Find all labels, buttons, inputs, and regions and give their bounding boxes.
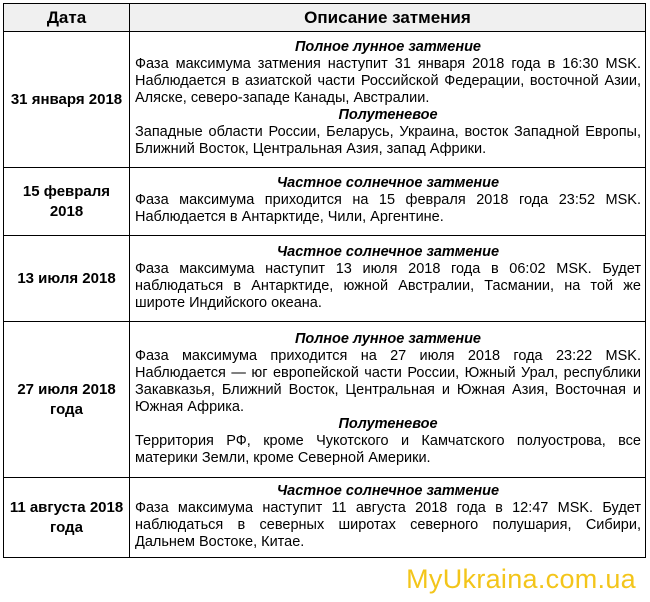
eclipse-details: Западные области России, Беларусь, Украина, восток Западной Европы, Ближний Восток, Центральная Азия, запад Африки. [135, 124, 641, 157]
table-row [4, 236, 646, 322]
table-header-row [4, 4, 646, 32]
eclipse-description [130, 322, 646, 478]
eclipse-description [130, 236, 646, 322]
eclipse-description [130, 32, 646, 168]
table-row [4, 478, 646, 558]
eclipse-details: Территория РФ, кроме Чукотского и Камчатского полуострова, все материки Земли, кроме Северной Америки. [135, 432, 641, 466]
table-row [4, 322, 646, 478]
eclipse-type: Частное солнечное затмение [276, 175, 500, 191]
eclipse-type: Полутеневое [338, 415, 438, 432]
table-row [4, 32, 646, 168]
eclipse-type: Полное лунное затмение [294, 330, 481, 347]
header-date: Дата [4, 4, 130, 32]
eclipse-date: 27 июля 2018 года [4, 322, 130, 478]
eclipse-type: Полутеневое [338, 107, 438, 123]
eclipse-details: Фаза максимума приходится на 15 февраля 2018 года 23:52 MSK. Наблюдается в Антарктиде, Чили, Аргентине. [135, 192, 641, 225]
eclipse-table [3, 3, 646, 558]
eclipse-details: Фаза максимума наступит 11 августа 2018 года в 12:47 MSK. Будет наблюдаться в северных широтах северного полушария, Сибири, Дальнем Востоке, Китае. [135, 499, 641, 550]
table-row [4, 168, 646, 236]
eclipse-description [130, 478, 646, 558]
eclipse-date: 31 января 2018 [4, 32, 130, 168]
eclipse-details: Фаза максимума затмения наступит 31 января 2018 года в 16:30 MSK. Наблюдается в азиатской части Российской Федерации, восточной Азии, Аляске, северо-западе Канады, Австралии. [135, 56, 641, 106]
eclipse-type: Частное солнечное затмение [276, 482, 500, 499]
eclipse-date: 11 августа 2018 года [4, 478, 130, 558]
eclipse-details: Фаза максимума наступит 13 июля 2018 года в 06:02 MSK. Будет наблюдаться в Антарктиде, южной Австралии, Тасмании, на той же широте Индийского океана. [135, 260, 641, 311]
watermark-logo: MyUkraina.com.ua [406, 564, 636, 594]
header-description: Описание затмения [130, 4, 646, 32]
eclipse-type: Частное солнечное затмение [276, 243, 500, 260]
table-body [4, 32, 646, 558]
eclipse-details: Фаза максимума приходится на 27 июля 2018 года 23:22 MSK. Наблюдается — юг европейской части России, Южный Урал, республики Закавказья, Ближний Восток, Центральная и Южная Азия, Восточная и Южная Африка. [135, 347, 641, 415]
eclipse-type: Полное лунное затмение [294, 39, 481, 55]
eclipse-description [130, 168, 646, 236]
eclipse-date: 13 июля 2018 [4, 236, 130, 322]
eclipse-date: 15 февраля 2018 [4, 168, 130, 236]
